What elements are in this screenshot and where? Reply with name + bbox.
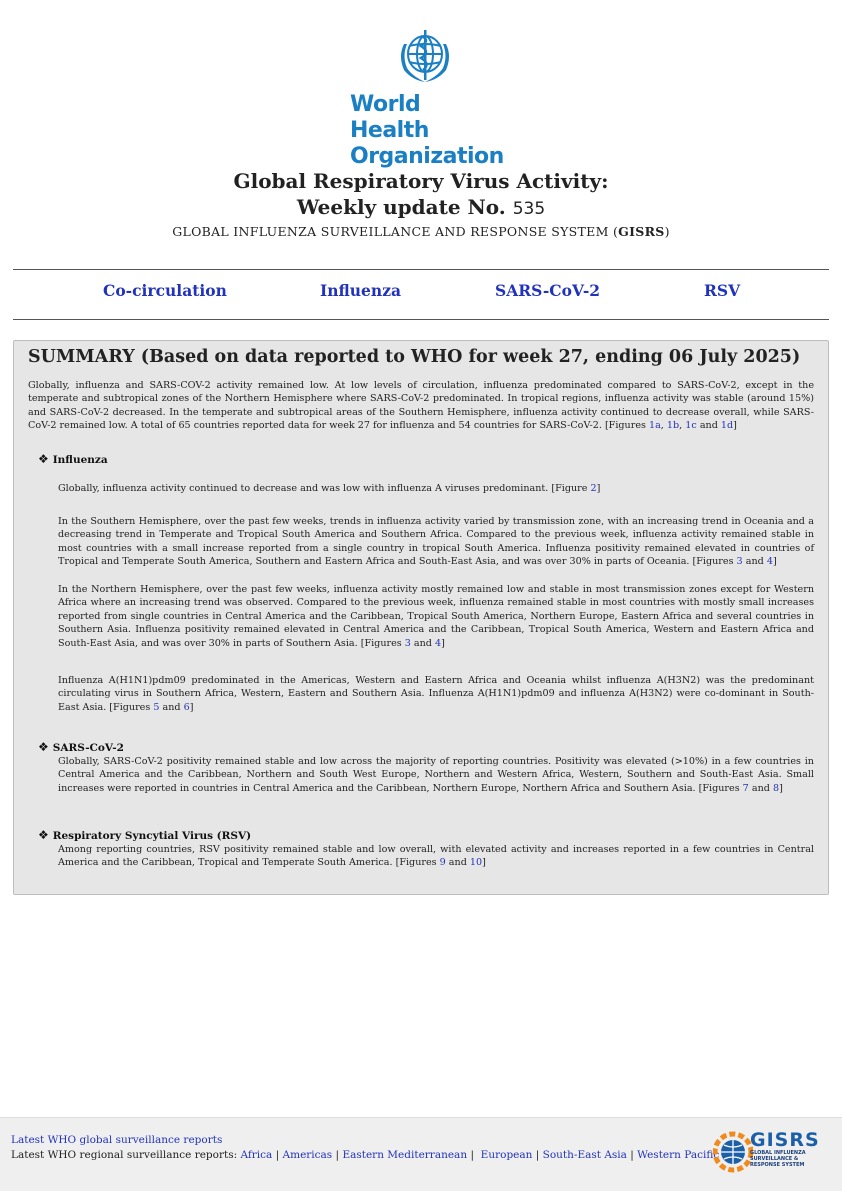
figure-link-8[interactable]: 8 xyxy=(772,782,780,794)
and-word: and xyxy=(699,420,718,432)
subtitle-suffix: ) xyxy=(664,224,670,239)
gisrs-logo-text: GISRS xyxy=(750,1129,820,1151)
and-word: and xyxy=(751,782,770,794)
diamond-bullet-icon: ❖ xyxy=(38,740,49,754)
rsv-p1 xyxy=(58,843,814,870)
diamond-bullet-icon: ❖ xyxy=(38,828,49,842)
nav-co-circulation[interactable]: Co-circulation xyxy=(103,281,227,300)
gisrs-logo-subtext: GLOBAL INFLUENZA SURVEILLANCE & RESPONSE SYSTEM xyxy=(750,1150,806,1168)
region-link-european[interactable]: European xyxy=(480,1149,533,1161)
influenza-p3 xyxy=(58,583,814,650)
and-word: and xyxy=(162,701,181,713)
close-bracket: ] xyxy=(482,857,486,869)
summary-box xyxy=(13,340,829,895)
region-link-africa[interactable]: Africa xyxy=(240,1149,273,1161)
org-name-line1: World Health xyxy=(350,92,429,143)
subtitle-prefix: GLOBAL INFLUENZA SURVEILLANCE AND RESPONSE SYSTEM ( xyxy=(172,224,619,239)
influenza-p2-text: In the Southern Hemisphere, over the past few weeks, trends in influenza activity varied by transmission zone, with an increasing trend in Oceania and a decreasing trend in Temperate and Tropical South America and Southern Africa. Compared to the previous week, influenza activity remained stable in most countries with a small increase reported from a single country in tropical South America. Influenza positivity remained elevated in countries of Tropical and Temperate South America, Southern and Eastern Africa and South-East Asia, and was over 30% in parts of Oceania. [Figures xyxy=(58,516,814,568)
summary-heading: SUMMARY (Based on data reported to WHO for week 27, ending 06 July 2025) xyxy=(28,347,801,367)
close-bracket: ] xyxy=(441,637,445,649)
rsv-heading-text: Respiratory Syncytial Virus (RSV) xyxy=(52,830,252,842)
figure-link-2[interactable]: 2 xyxy=(590,483,597,494)
summary-intro-text: Globally, influenza and SARS-COV-2 activity remained low. At low levels of circulation, influenza predominated compared to SARS-CoV-2, except in the temperate and subtropical zones of the Northern Hemisphere where SARS-CoV-2 predominated. In tropical regions, influenza activity was stable (around 15%) and SARS-CoV-2 decreased. In the temperate and subtropical areas of the Southern Hemisphere, influenza activity continued to decrease overall, while SARS-CoV-2 remained low. A total of 65 countries reported data for week 27 for influenza and 54 countries for SARS-CoV-2. [Figures xyxy=(28,380,814,432)
close-bracket: ] xyxy=(779,782,783,794)
gisrs-logo xyxy=(713,1128,823,1180)
subtitle-bold: GISRS xyxy=(618,224,665,239)
and-word: and xyxy=(448,857,467,869)
title-line2 xyxy=(0,194,842,222)
figure-link-1d[interactable]: 1d xyxy=(720,420,734,432)
influenza-section-heading xyxy=(38,452,108,466)
diamond-bullet-icon: ❖ xyxy=(38,452,49,466)
figure-link-7[interactable]: 7 xyxy=(742,782,749,794)
region-link-eastern-mediterranean[interactable]: Eastern Mediterranean xyxy=(342,1149,468,1161)
close-bracket: ] xyxy=(772,556,777,568)
and-word: and xyxy=(413,637,432,649)
influenza-p4-text: Influenza A(H1N1)pdm09 predominated in the Americas, Western and Eastern Africa and Oceania whilst influenza A(H3N2) was the predominant circulating virus in Southern Africa, Western, Eastern and Southern Asia. Influenza A(H1N1)pdm09 and influenza A(H3N2) were co-dominant in South-East Asia. [Figures xyxy=(58,675,814,713)
page-subtitle xyxy=(0,224,842,239)
rsv-section-heading xyxy=(38,828,251,842)
region-link-western-pacific[interactable]: Western Pacific xyxy=(637,1149,720,1161)
title-line1: Global Respiratory Virus Activity: xyxy=(233,169,609,193)
org-name-line2: Organization xyxy=(350,144,504,169)
influenza-heading-text: Influenza xyxy=(52,454,108,466)
who-emblem-icon xyxy=(390,26,460,86)
figure-link-10[interactable]: 10 xyxy=(469,857,483,869)
title-line2-prefix: Weekly update No. xyxy=(296,195,506,219)
region-link-americas[interactable]: Americas xyxy=(282,1149,333,1161)
sars-p1 xyxy=(58,755,814,795)
influenza-p1-text: Globally, influenza activity continued to decrease and was low with influenza A viruses predominant. [Figure xyxy=(58,483,591,494)
figure-link-6[interactable]: 6 xyxy=(183,701,190,713)
sars-heading-text: SARS-CoV-2 xyxy=(52,742,124,754)
influenza-p1 xyxy=(58,482,814,495)
who-org-name xyxy=(350,92,504,170)
and-word: and xyxy=(745,556,764,568)
gisrs-globe-icon xyxy=(713,1130,753,1176)
close-bracket: ] xyxy=(596,483,601,494)
nav-top-divider xyxy=(13,269,829,270)
region-link-south-east-asia[interactable]: South-East Asia xyxy=(542,1149,627,1161)
figure-link-3[interactable]: 3 xyxy=(736,556,743,568)
footer xyxy=(0,1117,842,1191)
section-nav xyxy=(13,281,829,305)
close-bracket: ] xyxy=(189,701,194,713)
figure-link-9[interactable]: 9 xyxy=(439,857,446,869)
summary-intro: Globally, influenza and SARS-COV-2 activity remained low. At low levels of circulation, influenza predominated compared to SARS-CoV-2, except in the temperate and subtropical zones of the Northern Hemisphere where SARS-CoV-2 predominated. In tropical regions, influenza activity was stable (around 15%) and SARS-CoV-2 decreased. In the temperate and subtropical areas of the Southern Hemisphere, influenza activity continued to decrease overall, while SARS-CoV-2 remained low. A total of 65 countries reported data for week 27 for influenza and 54 countries for SARS-CoV-2. [Figures 1a, 1b, 1c and 1d] xyxy=(28,380,814,432)
page-title xyxy=(0,168,842,222)
sars-p1-text: Globally, SARS-CoV-2 positivity remained stable and low across the majority of reporting countries. Positivity was elevated (>10%) in a few countries in Central America and the Caribbean, Northern and South West Europe, Northern and Western Africa, Western, Southern and South-East Asia. Small increases were reported in countries in Central America and the Caribbean, Northern Europe, Northern Africa and Southern Asia. [Figures xyxy=(58,756,814,794)
regional-prefix: Latest WHO regional surveillance reports: xyxy=(11,1149,241,1161)
influenza-p2 xyxy=(58,515,814,569)
nav-influenza[interactable]: Influenza xyxy=(320,281,402,300)
regional-reports-line: Latest WHO regional surveillance reports: Africa | Americas | Eastern Mediterranean | European | South-East Asia | Western Pacific xyxy=(11,1149,720,1161)
figure-link-4[interactable]: 4 xyxy=(766,556,773,568)
nav-sars-cov-2[interactable]: SARS-CoV-2 xyxy=(495,281,601,300)
nav-bottom-divider xyxy=(13,319,829,320)
figure-link-4b[interactable]: 4 xyxy=(435,637,442,649)
figure-link-1c[interactable]: 1c xyxy=(685,420,697,432)
global-reports-link[interactable]: Latest WHO global surveillance reports xyxy=(11,1134,223,1146)
update-number: 535 xyxy=(512,199,546,219)
influenza-p3-text: In the Northern Hemisphere, over the past few weeks, influenza activity mostly remained low and stable in most transmission zones except for Western Africa where an increasing trend was observed. Compared to the previous week, influenza remained stable in most countries with mostly small increases reported from single countries in Central America and the Caribbean, Tropical South America, Northern Europe, Eastern Africa and several countries in Southern Asia. Influenza positivity remained elevated in Central America and the Caribbean, Tropical South America, Western and Eastern Africa and South-East Asia, and was over 30% in parts of Southern Asia. [Figures xyxy=(58,584,814,649)
sars-section-heading xyxy=(38,740,124,754)
influenza-p4 xyxy=(58,674,814,714)
figure-link-3b[interactable]: 3 xyxy=(404,637,411,649)
figure-link-1a[interactable]: 1a xyxy=(648,420,661,432)
figure-link-5[interactable]: 5 xyxy=(153,701,160,713)
figure-link-1b[interactable]: 1b xyxy=(666,420,680,432)
rsv-p1-text: Among reporting countries, RSV positivity remained stable and low overall, with elevated activity and increases reported in a few countries in Central America and the Caribbean, Tropical and Temperate South America. [Figures xyxy=(58,844,814,869)
nav-rsv[interactable]: RSV xyxy=(704,281,741,300)
close-bracket: ] xyxy=(733,420,737,432)
who-logo xyxy=(350,26,504,169)
